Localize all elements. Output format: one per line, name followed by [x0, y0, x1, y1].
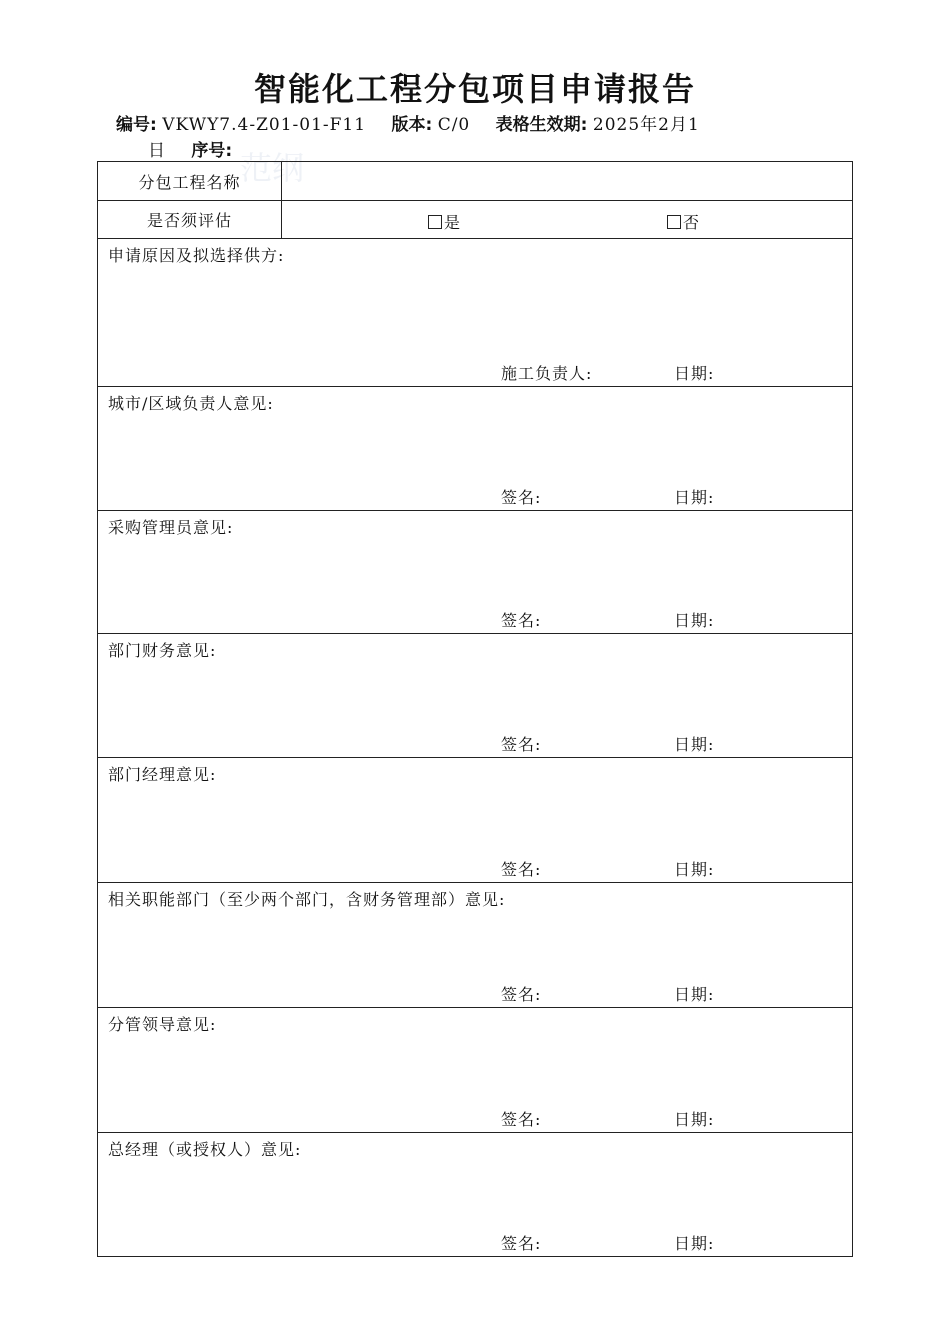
effective-value-day: 日: [148, 141, 166, 161]
project-name-label: 分包工程名称: [98, 162, 282, 200]
date-label: 日期:: [674, 1110, 715, 1129]
project-name-row: [98, 162, 852, 201]
document-meta: [116, 112, 836, 164]
assess-no-option[interactable]: [667, 210, 699, 233]
date-label: 日期:: [674, 985, 715, 1004]
meta-line-1: [116, 112, 836, 138]
signature-label: 签名:: [501, 985, 542, 1004]
section-title: 部门财务意见:: [108, 641, 217, 660]
section-application-reason[interactable]: [98, 239, 852, 387]
effective-value: 2025年2月1: [592, 115, 700, 135]
serial-label: 序号:: [191, 141, 233, 161]
date-label: 日期:: [674, 735, 715, 754]
date-label: 日期:: [674, 860, 715, 879]
assess-yes-label: 是: [444, 213, 461, 232]
section-title: 分管领导意见:: [108, 1015, 217, 1034]
section-title: 城市/区域负责人意见:: [108, 394, 274, 413]
effective-label: 表格生效期:: [495, 115, 588, 135]
assess-yes-option[interactable]: [428, 210, 460, 233]
application-form: [97, 161, 853, 1257]
page-title: 智能化工程分包项目申请报告: [253, 70, 696, 108]
version-value: C/0: [437, 115, 471, 135]
code-value: VKWY7.4-Z01-01-F11: [162, 115, 367, 135]
signature-label: 签名:: [501, 735, 542, 754]
checkbox-icon[interactable]: [667, 215, 681, 229]
signature-label: 签名:: [501, 860, 542, 879]
date-label: 日期:: [674, 611, 715, 630]
assess-row: [98, 201, 852, 239]
section-finance-opinion[interactable]: [98, 634, 852, 758]
section-leader-opinion[interactable]: [98, 1008, 852, 1133]
section-general-manager-opinion[interactable]: [98, 1133, 852, 1256]
section-functional-dept-opinion[interactable]: [98, 883, 852, 1008]
section-procurement-opinion[interactable]: [98, 511, 852, 634]
section-title: 部门经理意见:: [108, 765, 217, 784]
signature-label: 施工负责人:: [501, 364, 593, 383]
date-label: 日期:: [674, 488, 715, 507]
assess-label: 是否须评估: [98, 201, 282, 238]
version-label: 版本:: [391, 115, 433, 135]
date-label: 日期:: [674, 1234, 715, 1253]
watermark-text: 范纲: [240, 149, 305, 187]
assess-no-label: 否: [683, 213, 700, 232]
signature-label: 签名:: [501, 611, 542, 630]
signature-label: 签名:: [501, 1110, 542, 1129]
assess-options: [282, 201, 852, 238]
section-manager-opinion[interactable]: [98, 758, 852, 883]
signature-label: 签名:: [501, 488, 542, 507]
code-label: 编号:: [116, 115, 157, 135]
checkbox-icon[interactable]: [428, 215, 442, 229]
section-title: 相关职能部门（至少两个部门，含财务管理部）意见:: [108, 890, 506, 909]
section-title: 总经理（或授权人）意见:: [108, 1140, 302, 1159]
section-title: 申请原因及拟选择供方:: [108, 246, 285, 265]
date-label: 日期:: [674, 364, 715, 383]
signature-label: 签名:: [501, 1234, 542, 1253]
section-city-region-opinion[interactable]: [98, 387, 852, 511]
section-title: 采购管理员意见:: [108, 518, 234, 537]
project-name-field[interactable]: [282, 162, 852, 200]
